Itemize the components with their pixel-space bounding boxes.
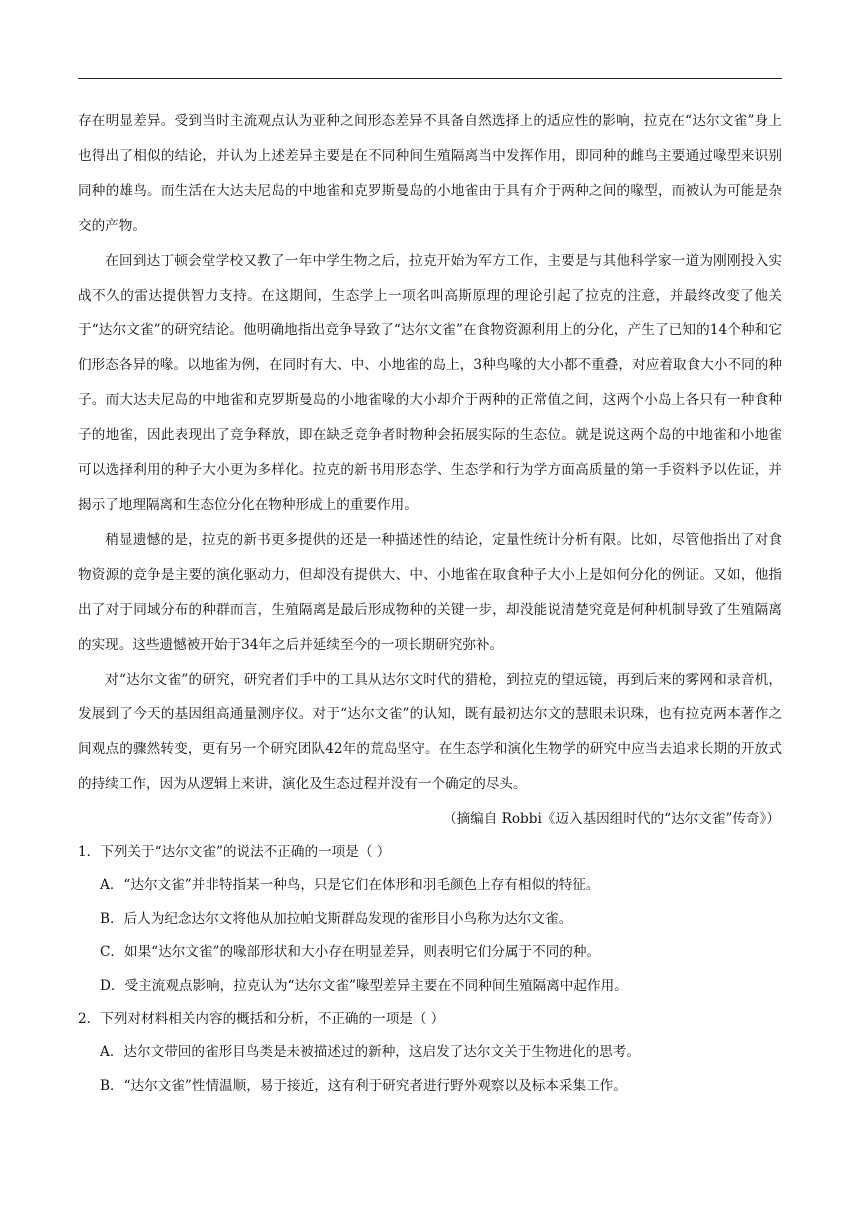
passage-source: （摘编自 Robbi《迈入基因组时代的“达尔文雀”传奇》） — [442, 811, 780, 828]
question-option: A．达尔文带回的雀形目鸟类是未被描述过的新种，这启发了达尔文关于生物进化的思考。 — [100, 1044, 640, 1061]
header-rule — [78, 78, 782, 79]
question-option: B．后人为纪念达尔文将他从加拉帕戈斯群岛发现的雀形目小鸟称为达尔文雀。 — [100, 910, 573, 927]
question-option: B．“达尔文雀”性情温顺，易于接近，这有利于研究者进行野外观察以及标本采集工作。 — [100, 1077, 627, 1094]
passage-paragraph-4: 对“达尔文雀”的研究，研究者们手中的工具从达尔文时代的猎枪，到拉克的望远镜，再到后来的雾网和录音机，发展到了今天的基因组高通量测序仪。对于“达尔文雀”的认知，既有最初达尔文的慧眼未识珠，也有拉克两本著作之间观点的骤然转变，更有另一个研究团队42年的荒岛坚守。在生态学和演化生物学的研究中应当去追求长期的开放式的持续工作，因为从逻辑上来讲，演化及生态过程并没有一个确定的尽头。 — [78, 671, 782, 793]
question-option: A．“达尔文雀”并非特指某一种鸟，只是它们在体形和羽毛颜色上存有相似的特征。 — [100, 877, 600, 894]
question-stem: 2．下列对材料相关内容的概括和分析，不正确的一项是（ ） — [78, 1011, 445, 1028]
question-option: D．受主流观点影响，拉克认为“达尔文雀”喙型差异主要在不同种间生殖隔离中起作用。 — [100, 977, 628, 994]
question-2 — [78, 1003, 782, 1103]
passage-paragraph-3: 稍显遗憾的是，拉克的新书更多提供的还是一种描述性的结论，定量性统计分析有限。比如，尽管他指出了对食物资源的竞争是主要的演化驱动力，但却没有提供大、中、小地雀在取食种子大小上是如何分化的例证。又如，他指出了对于同域分布的种群而言，生殖隔离是最后形成物种的关键一步，却没能说清楚究竟是何种机制导致了生殖隔离的实现。这些遗憾被开始于34年之后并延续至今的一项长期研究弥补。 — [78, 531, 782, 653]
question-stem: 1．下列关于“达尔文雀”的说法不正确的一项是（ ） — [78, 844, 391, 861]
passage-paragraph-2: 在回到达丁顿会堂学校又教了一年中学生物之后，拉克开始为军方工作，主要是与其他科学家一道为刚刚投入实战不久的雷达提供智力支持。在这期间，生态学上一项名叫高斯原理的理论引起了拉克的注意，并最终改变了他关于“达尔文雀”的研究结论。他明确地指出竞争导致了“达尔文雀”在食物资源利用上的分化，产生了已知的14个种和它们形态各异的喙。以地雀为例，在同时有大、中、小地雀的岛上，3种鸟喙的大小都不重叠，对应着取食大小不同的种子。而大达夫尼岛的中地雀和克罗斯曼岛的小地雀喙的大小却介于两种的正常值之间，这两个小岛上各只有一种食种子的地雀，因此表现出了竞争释放，即在缺乏竞争者时物种会拓展实际的生态位。就是说这两个岛的中地雀和小地雀可以选择利用的种子大小更为多样化。拉克的新书用形态学、生态学和行为学方面高质量的第一手资料予以佐证，并揭示了地理隔离和生态位分化在物种形成上的重要作用。 — [78, 252, 782, 513]
question-1 — [78, 836, 782, 1003]
document-body — [78, 104, 782, 1103]
passage-paragraph-1: 存在明显差异。受到当时主流观点认为亚种之间形态差异不具备自然选择上的适应性的影响，拉克在“达尔文雀”身上也得出了相似的结论，并认为上述差异主要是在不同种间生殖隔离当中发挥作用，即同种的雌鸟主要通过喙型来识别同种的雄鸟。而生活在大达夫尼岛的中地雀和克罗斯曼岛的小地雀由于具有介于两种之间的喙型，而被认为可能是杂交的产物。 — [78, 113, 782, 234]
question-option: C．如果“达尔文雀”的喙部形状和大小存在明显差异，则表明它们分属于不同的种。 — [100, 944, 601, 961]
